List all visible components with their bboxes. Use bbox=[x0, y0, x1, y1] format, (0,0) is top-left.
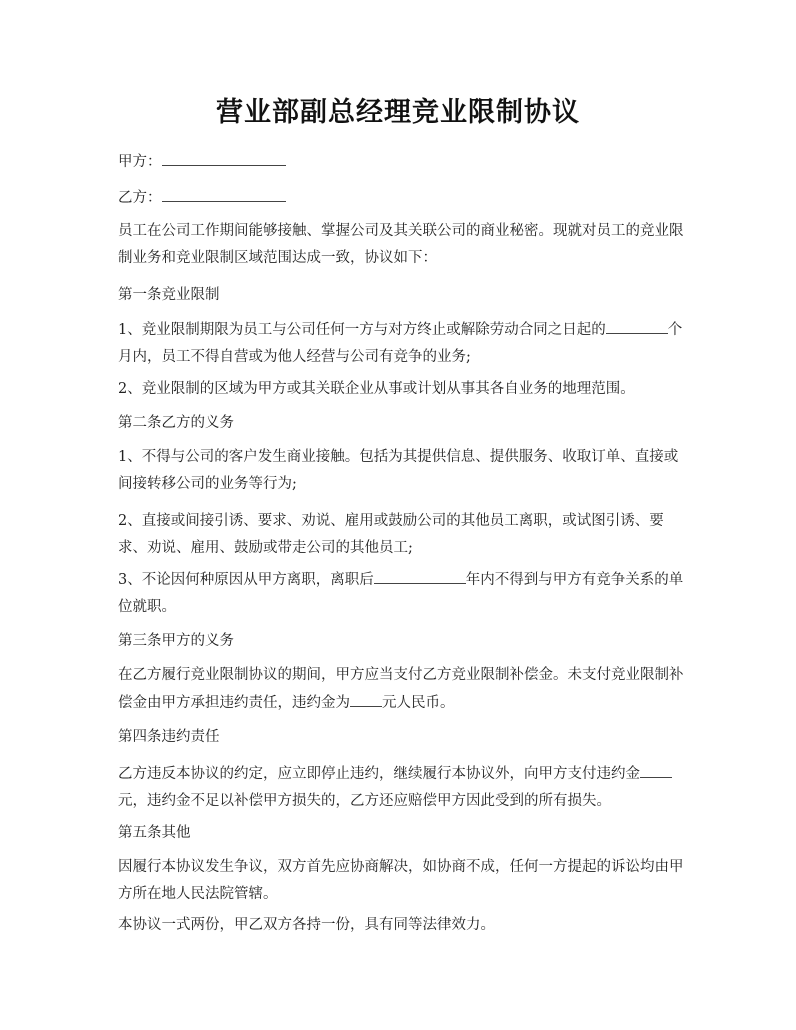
article-3-body-text-b: 元人民币。 bbox=[382, 695, 455, 711]
article-1-clause-2: 2、竞业限制的区域为甲方或其关联企业从事或计划从事其各自业务的地理范围。 bbox=[118, 381, 635, 397]
article-4-body bbox=[118, 760, 686, 815]
article-4-body-text-b: 元，违约金不足以补偿甲方损失的，乙方还应赔偿甲方因此受到的所有损失。 bbox=[118, 793, 611, 809]
article-2-heading: 第二条乙方的义务 bbox=[118, 415, 234, 431]
intro-paragraph: 员工在公司工作期间能够接触、掌握公司及其关联公司的商业秘密。现就对员工的竞业限制业务和竞业限制区域范围达成一致，协议如下： bbox=[118, 223, 684, 266]
document-title: 营业部副总经理竞业限制协议 bbox=[216, 97, 580, 128]
article-4-heading: 第四条违约责任 bbox=[118, 729, 220, 745]
article-2-clause-1: 1、不得与公司的客户发生商业接触。包括为其提供信息、提供服务、收取订单、直接或间接转移公司的业务等行为; bbox=[118, 449, 679, 492]
months-blank[interactable] bbox=[606, 316, 668, 334]
article-1-clause-1-text-a: 1、竞业限制期限为员工与公司任何一方与对方终止或解除劳动合同之日起的 bbox=[118, 322, 606, 338]
article-5-heading: 第五条其他 bbox=[118, 825, 191, 841]
article-2-clause-3 bbox=[118, 566, 686, 621]
article-2-clause-3-text-a: 3、不论因何种原因从甲方离职，离职后 bbox=[118, 572, 374, 588]
article-3-heading: 第三条甲方的义务 bbox=[118, 633, 234, 649]
article-3-body bbox=[118, 662, 686, 717]
article-1-clause-1-text-b: 个月内，员工不得自营或为他人经营与公司有竞争的业务; bbox=[118, 322, 683, 365]
article-2-clause-3-text-b: 年内不得到与甲方有竞争关系的单位就职。 bbox=[118, 572, 684, 615]
years-blank[interactable] bbox=[374, 566, 466, 584]
article-2-clause-2: 2、直接或间接引诱、要求、劝说、雇用或鼓励公司的其他员工离职，或试图引诱、要求、劝说、雇用、鼓励或带走公司的其他员工; bbox=[118, 513, 664, 556]
article-5-clause-1: 因履行本协议发生争议，双方首先应协商解决，如协商不成，任何一方提起的诉讼均由甲方所在地人民法院管辖。 bbox=[118, 859, 684, 902]
article-1-clause-1 bbox=[118, 316, 686, 371]
party-b-line bbox=[118, 184, 686, 212]
article-5-clause-2: 本协议一式两份，甲乙双方各持一份，具有同等法律效力。 bbox=[118, 917, 495, 933]
party-b-label: 乙方： bbox=[118, 190, 162, 206]
damages-amount-blank[interactable] bbox=[640, 760, 672, 778]
penalty-amount-blank[interactable] bbox=[350, 689, 382, 707]
article-4-body-text-a: 乙方违反本协议的约定，应立即停止违约，继续履行本协议外，向甲方支付违约金 bbox=[118, 766, 640, 782]
party-b-blank[interactable] bbox=[162, 184, 286, 202]
party-a-line bbox=[118, 148, 686, 176]
article-3-body-text-a: 在乙方履行竞业限制协议的期间，甲方应当支付乙方竞业限制补偿金。未支付竞业限制补偿金由甲方承担违约责任，违约金为 bbox=[118, 667, 684, 711]
party-a-label: 甲方： bbox=[118, 154, 162, 170]
party-a-blank[interactable] bbox=[162, 148, 286, 166]
article-1-heading: 第一条竞业限制 bbox=[118, 287, 220, 303]
